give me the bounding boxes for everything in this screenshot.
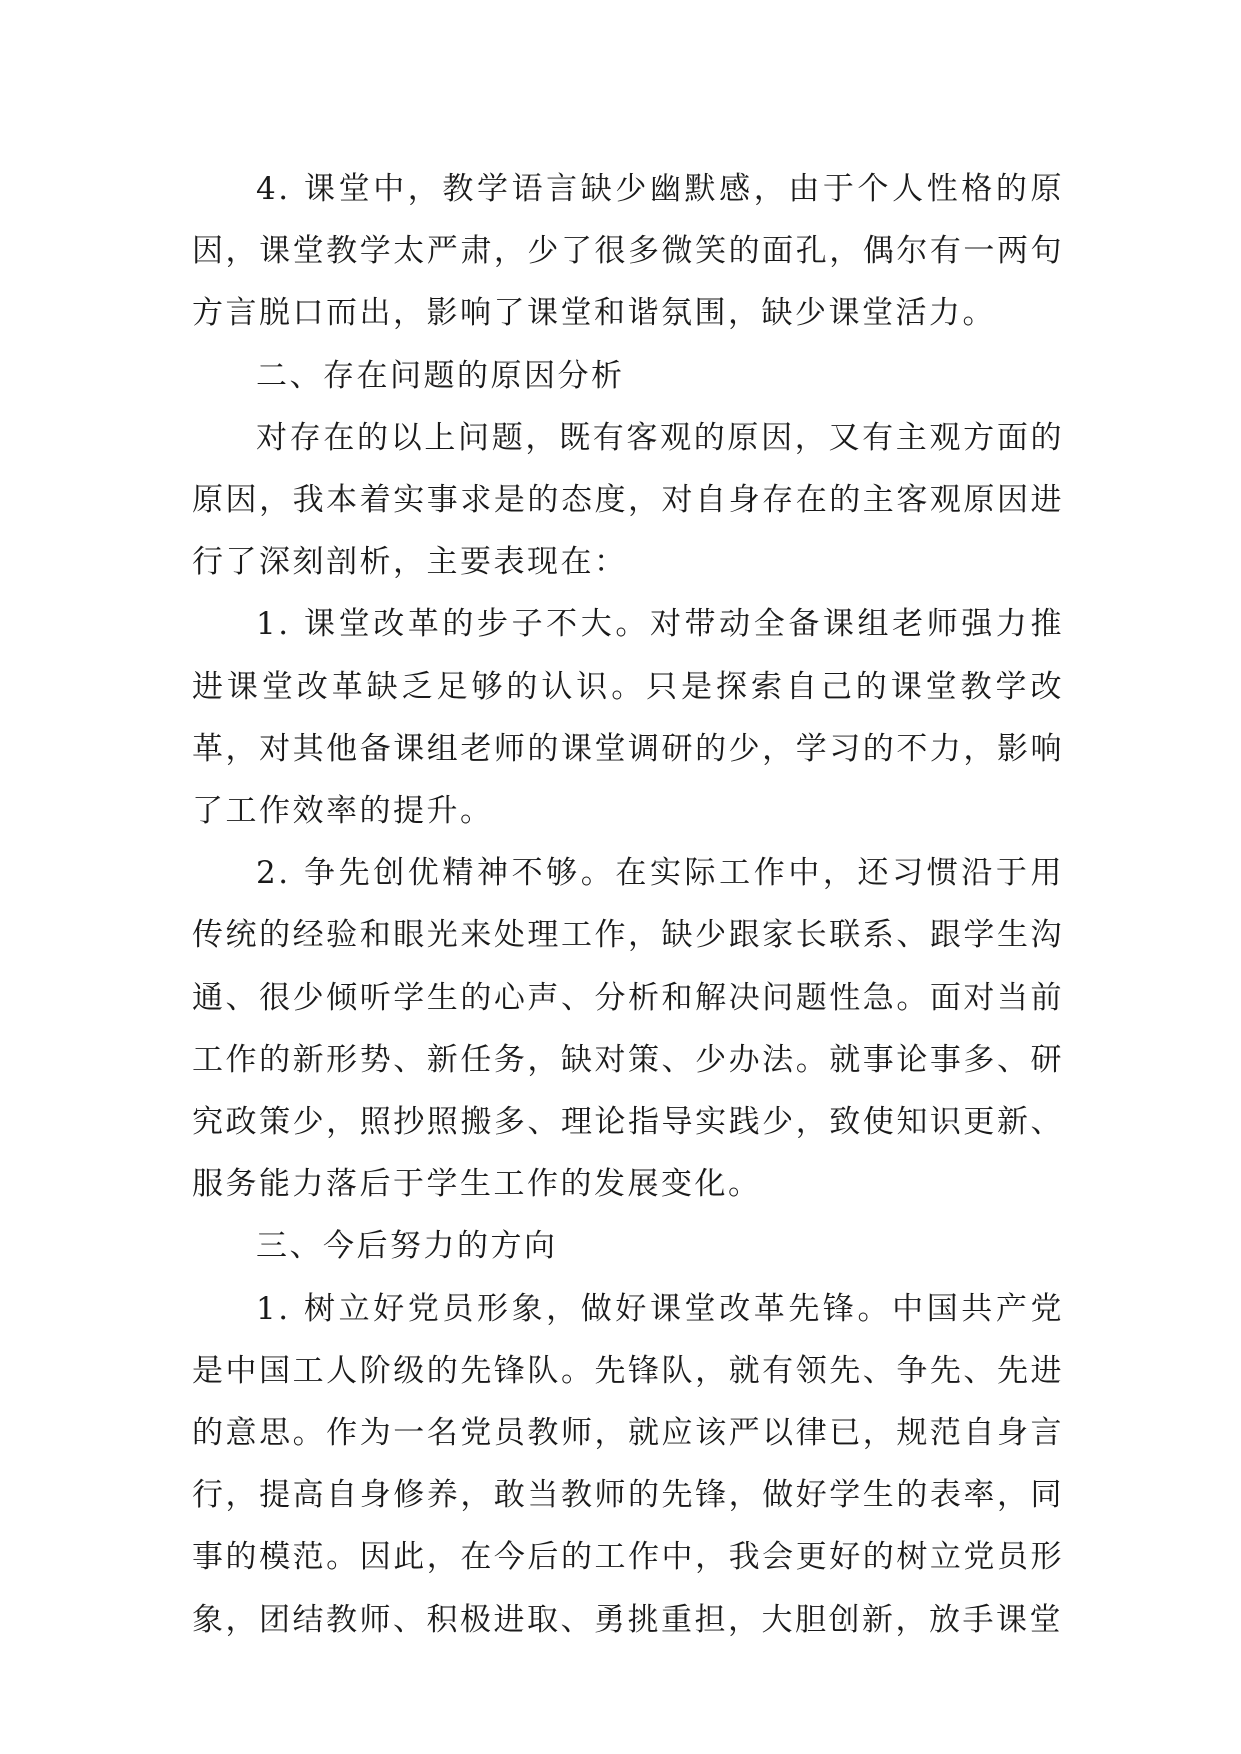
paragraph-direction-1: 1. 树立好党员形象，做好课堂改革先锋。中国共产党是中国工人阶级的先锋队。先锋队，就有领先、争先、先进的意思。作为一名党员教师，就应该严以律已，规范自身言行，提高自身修养，敢当教师的先锋，做好学生的表率，同事的模范。因此，在今后的工作中，我会更好的树立党员形象，团结教师、积极进取、勇挑重担，大胆创新，放手课堂 [192, 1290, 1064, 1638]
paragraph-item-4: 4. 课堂中，教学语言缺少幽默感，由于个人性格的原因，课堂教学太严肃，少了很多微笑的面孔，偶尔有一两句方言脱口而出，影响了课堂和谐氛围，缺少课堂活力。 [192, 171, 1064, 332]
paragraph-cause-1: 1. 课堂改革的步子不大。对带动全备课组老师强力推进课堂改革缺乏足够的认识。只是探索自己的课堂教学改革，对其他备课组老师的课堂调研的少，学习的不力，影响了工作效率的提升。 [192, 606, 1064, 830]
paragraph-cause-2: 2. 争先创优精神不够。在实际工作中，还习惯沿于用传统的经验和眼光来处理工作，缺少跟家长联系、跟学生沟通、很少倾听学生的心声、分析和解决问题性急。面对当前工作的新形势、新任务，缺对策、少办法。就事论事多、研究政策少，照抄照搬多、理论指导实践少，致使知识更新、服务能力落后于学生工作的发展变化。 [192, 855, 1064, 1203]
section-heading-2: 二、存在问题的原因分析 [256, 357, 625, 394]
document-body [192, 158, 1064, 1651]
section-heading-3: 三、今后努力的方向 [256, 1228, 558, 1265]
paragraph-cause-intro: 对存在的以上问题，既有客观的原因，又有主观方面的原因，我本着实事求是的态度，对自身存在的主客观原因进行了深刻剖析，主要表现在： [192, 419, 1064, 581]
